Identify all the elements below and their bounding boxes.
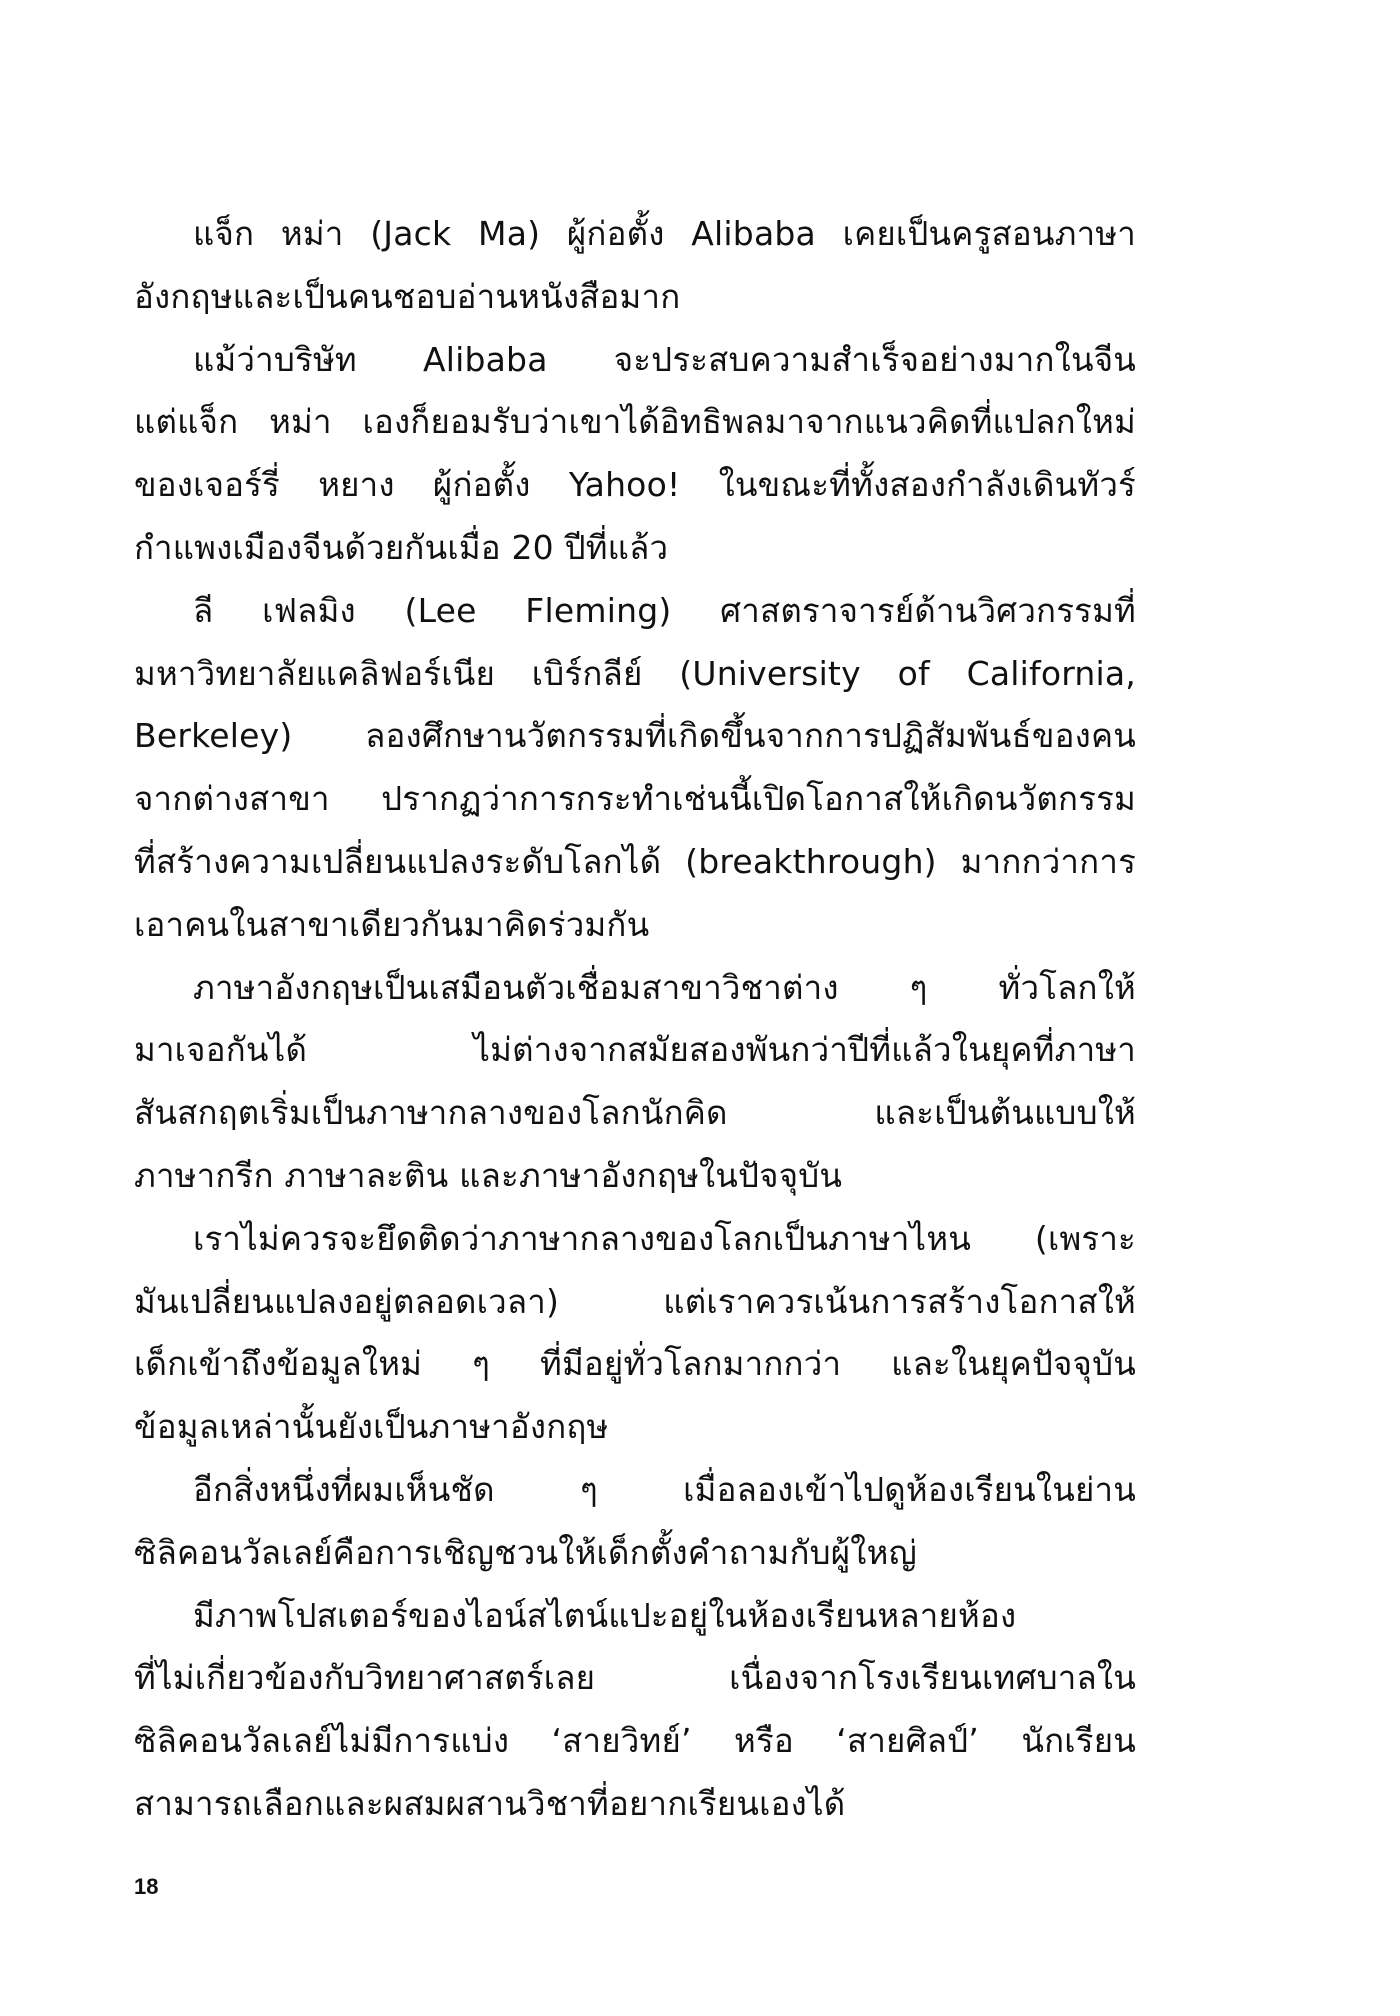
text-line: มีภาพโปสเตอร์ของไอน์สไตน์แปะอยู่ในห้องเรียนหลายห้อง (193, 1595, 1017, 1635)
text-line: แต่แจ็ก หม่า เองก็ยอมรับว่าเขาได้อิทธิพลมาจากแนวคิดที่แปลกใหม่ (134, 402, 1136, 442)
text-line: มันเปลี่ยนแปลงอยู่ตลอดเวลา) แต่เราควรเน้นการสร้างโอกาสให้ (134, 1281, 1136, 1321)
text-line: เอาคนในสาขาเดียวกันมาคิดร่วมกัน (134, 904, 650, 944)
text-line: ภาษาอังกฤษเป็นเสมือนตัวเชื่อมสาขาวิชาต่าง ๆ ทั่วโลกให้ (193, 967, 1136, 1007)
paragraph (134, 957, 1136, 1208)
page-number: 18 (134, 1874, 159, 1899)
body-text (134, 203, 1136, 1836)
text-line: จากต่างสาขา ปรากฏว่าการกระทำเช่นนี้เปิดโอกาสให้เกิดนวัตกรรม (134, 779, 1136, 819)
text-line: ที่สร้างความเปลี่ยนแปลงระดับโลกได้ (breakthrough) มากกว่าการ (134, 841, 1136, 881)
text-line: Berkeley) ลองศึกษานวัตกรรมที่เกิดขึ้นจากการปฏิสัมพันธ์ของคน (134, 716, 1136, 756)
text-line: ที่ไม่เกี่ยวข้องกับวิทยาศาสตร์เลย เนื่องจากโรงเรียนเทศบาลใน (134, 1658, 1136, 1698)
text-line: เราไม่ควรจะยึดติดว่าภาษากลางของโลกเป็นภาษาไหน (เพราะ (193, 1218, 1136, 1258)
text-line: กำแพงเมืองจีนด้วยกันเมื่อ 20 ปีที่แล้ว (134, 527, 669, 567)
paragraph (134, 1208, 1136, 1459)
paragraph (134, 203, 1136, 329)
text-line: มหาวิทยาลัยแคลิฟอร์เนีย เบิร์กลีย์ (University of California, (134, 653, 1136, 693)
paragraph (134, 329, 1136, 580)
text-line: สามารถเลือกและผสมผสานวิชาที่อยากเรียนเองได้ (134, 1783, 846, 1823)
paragraph (134, 1585, 1136, 1836)
text-line: แจ็ก หม่า (Jack Ma) ผู้ก่อตั้ง Alibaba เคยเป็นครูสอนภาษา (193, 214, 1136, 253)
text-line: ซิลิคอนวัลเลย์คือการเชิญชวนให้เด็กตั้งคำถามกับผู้ใหญ่ (134, 1532, 917, 1572)
text-line: ของเจอร์รี่ หยาง ผู้ก่อตั้ง Yahoo! ในขณะที่ทั้งสองกำลังเดินทัวร์ (134, 465, 1136, 505)
text-line: ข้อมูลเหล่านั้นยังเป็นภาษาอังกฤษ (134, 1407, 609, 1447)
text-line: แม้ว่าบริษัท Alibaba จะประสบความสำเร็จอย่างมากในจีน (193, 339, 1136, 379)
text-line: อังกฤษและเป็นคนชอบอ่านหนังสือมาก (134, 276, 681, 316)
paragraph (134, 580, 1136, 957)
text-line: ภาษากรีก ภาษาละติน และภาษาอังกฤษในปัจจุบัน (134, 1155, 843, 1195)
paragraph (134, 1459, 1136, 1585)
text-line: ลี เฟลมิง (Lee Fleming) ศาสตราจารย์ด้านวิศวกรรมที่ (193, 590, 1136, 630)
text-line: สันสกฤตเริ่มเป็นภาษากลางของโลกนักคิด และเป็นต้นแบบให้ (134, 1093, 1136, 1133)
text-line: อีกสิ่งหนึ่งที่ผมเห็นชัด ๆ เมื่อลองเข้าไปดูห้องเรียนในย่าน (193, 1469, 1136, 1509)
text-line: เด็กเข้าถึงข้อมูลใหม่ ๆ ที่มีอยู่ทั่วโลกมากกว่า และในยุคปัจจุบัน (134, 1344, 1136, 1384)
text-line: ซิลิคอนวัลเลย์ไม่มีการแบ่ง ‘สายวิทย์’ หรือ ‘สายศิลป์’ นักเรียน (134, 1721, 1136, 1761)
text-line: มาเจอกันได้ ไม่ต่างจากสมัยสองพันกว่าปีที่แล้วในยุคที่ภาษา (134, 1030, 1136, 1070)
